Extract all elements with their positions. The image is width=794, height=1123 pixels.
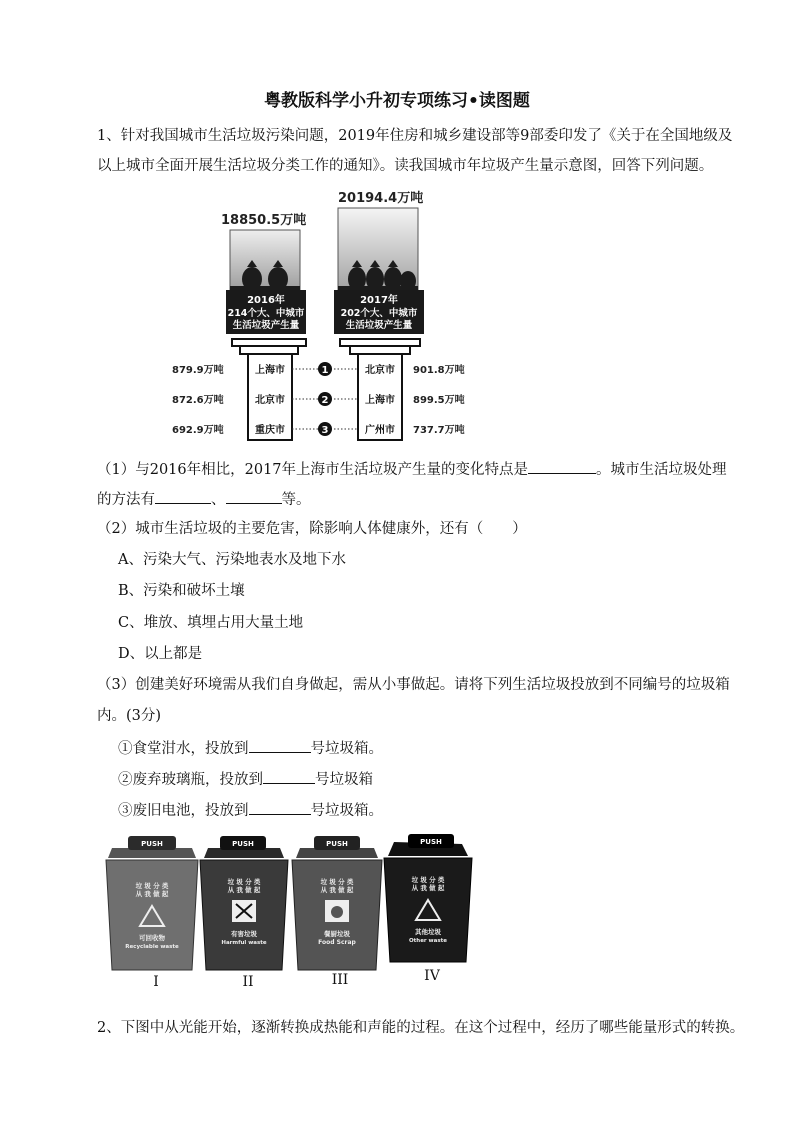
amount-2016-2: 872.6万吨 — [172, 395, 224, 406]
sub3-item-2: ②废弃玻璃瓶，投放到 号垃圾箱 — [118, 768, 373, 790]
rank-2: 2 — [321, 395, 329, 406]
sorting-bins-figure — [100, 832, 480, 992]
garbage-output-infographic — [170, 186, 490, 444]
bin-numeral-4: IV — [424, 968, 440, 984]
amount-2017-1: 901.8万吨 — [413, 365, 465, 376]
desc1-2017: 202个大、中城市 — [340, 308, 418, 319]
amount-2017-3: 737.7万吨 — [413, 425, 465, 436]
push-label: PUSH — [326, 840, 348, 848]
bin-head-1: 垃 圾 分 类 — [411, 876, 445, 884]
bin-3 — [292, 836, 382, 988]
q1-sub1-line2: 的方法有 、 等。 — [97, 488, 311, 510]
bin-numeral-1: I — [153, 974, 159, 990]
bin-2 — [200, 836, 288, 990]
option-c: C、堆放、填埋占用大量土地 — [118, 615, 304, 631]
option-b: B、污染和破坏土壤 — [118, 583, 245, 599]
city-2016-2: 北京市 — [255, 395, 285, 406]
answer-blank-5[interactable] — [263, 768, 315, 784]
desc2-2016: 生活垃圾产生量 — [232, 320, 300, 331]
total-2016: 18850.5万吨 — [221, 213, 307, 228]
option-a: A、污染大气、污染地表水及地下水 — [118, 552, 346, 568]
city-2017-1: 北京市 — [365, 365, 395, 376]
city-2016-1: 上海市 — [255, 365, 285, 376]
answer-blank-3[interactable] — [226, 488, 282, 504]
bin-cn-label: 有害垃圾 — [231, 930, 257, 938]
answer-blank-6[interactable] — [249, 799, 311, 815]
answer-blank-1[interactable] — [528, 458, 596, 474]
push-label: PUSH — [232, 840, 254, 848]
city-2017-2: 上海市 — [365, 395, 395, 406]
year-2017: 2017年 — [360, 295, 398, 306]
year-2016: 2016年 — [247, 295, 285, 306]
bin-head-2: 从 我 做 起 — [411, 884, 445, 892]
food-scrap-icon — [325, 900, 349, 922]
bin-cn-label: 其他垃圾 — [415, 928, 441, 936]
city-2016-3: 重庆市 — [255, 425, 285, 436]
bin-numeral-3: III — [331, 972, 349, 988]
q1-sub2-stem: （2）城市生活垃圾的主要危害，除影响人体健康外，还有（ ） — [97, 521, 527, 537]
panel-2016 — [221, 213, 306, 334]
push-label: PUSH — [141, 840, 163, 848]
bin-en-label: Food Scrap — [318, 939, 356, 946]
q1-sub1-line1: （1）与2016年相比，2017年上海市生活垃圾产生量的变化特点是 。城市生活垃圾处理 — [97, 458, 727, 480]
bin-head-2: 从 我 做 起 — [320, 886, 354, 894]
amount-2016-3: 692.9万吨 — [172, 425, 224, 436]
sub3-item-1: ①食堂泔水，投放到 号垃圾箱。 — [118, 737, 383, 759]
sub3-item-3: ③废旧电池，投放到 号垃圾箱。 — [118, 799, 383, 821]
harmful-waste-icon — [232, 900, 256, 922]
answer-blank-4[interactable] — [249, 737, 311, 753]
desc1-2016: 214个大、中城市 — [227, 308, 305, 319]
bin-en-label: Recyclable waste — [125, 944, 179, 950]
desc2-2017: 生活垃圾产生量 — [345, 320, 413, 331]
bin-1 — [106, 836, 198, 990]
bin-en-label: Harmful waste — [221, 940, 267, 946]
panel-2017 — [334, 191, 424, 334]
bin-head-1: 垃 圾 分 类 — [135, 882, 169, 890]
bin-head-1: 垃 圾 分 类 — [320, 878, 354, 886]
answer-blank-2[interactable] — [155, 488, 211, 504]
q1-sub3-line2: 内。(3分) — [97, 708, 162, 724]
bin-cn-label: 可回收物 — [139, 934, 165, 942]
amount-2017-2: 899.5万吨 — [413, 395, 465, 406]
bin-en-label: Other waste — [408, 938, 448, 944]
total-2017: 20194.4万吨 — [338, 191, 424, 206]
bin-cn-label: 餐厨垃圾 — [324, 930, 350, 938]
option-d: D、以上都是 — [118, 646, 203, 662]
bin-numeral-2: II — [242, 974, 254, 990]
q2-text: 2、下图中从光能开始，逐渐转换成热能和声能的过程。在这个过程中，经历了哪些能量形式的转换。 — [97, 1020, 745, 1036]
rank-3: 3 — [321, 425, 329, 436]
amount-2016-1: 879.9万吨 — [172, 365, 224, 376]
bin-head-2: 从 我 做 起 — [135, 890, 169, 898]
bin-4 — [384, 834, 472, 984]
city-2017-3: 广州市 — [365, 425, 395, 436]
bin-head-1: 垃 圾 分 类 — [227, 878, 261, 886]
rank-markers — [318, 362, 332, 436]
q1-intro-line1: 1、针对我国城市生活垃圾污染问题，2019年住房和城乡建设部等9部委印发了《关于在全国地级及 — [97, 128, 733, 144]
q1-intro-line2: 以上城市全面开展生活垃圾分类工作的通知》。读我国城市年垃圾产生量示意图，回答下列问题。 — [97, 158, 714, 174]
push-label: PUSH — [420, 838, 442, 846]
rank-1: 1 — [321, 365, 329, 376]
bin-head-2: 从 我 做 起 — [227, 886, 261, 894]
q1-sub3-line1: （3）创建美好环境需从我们自身做起，需从小事做起。请将下列生活垃圾投放到不同编号的垃圾箱 — [97, 677, 730, 693]
page-title: 粤教版科学小升初专项练习•读图题 — [264, 91, 530, 111]
